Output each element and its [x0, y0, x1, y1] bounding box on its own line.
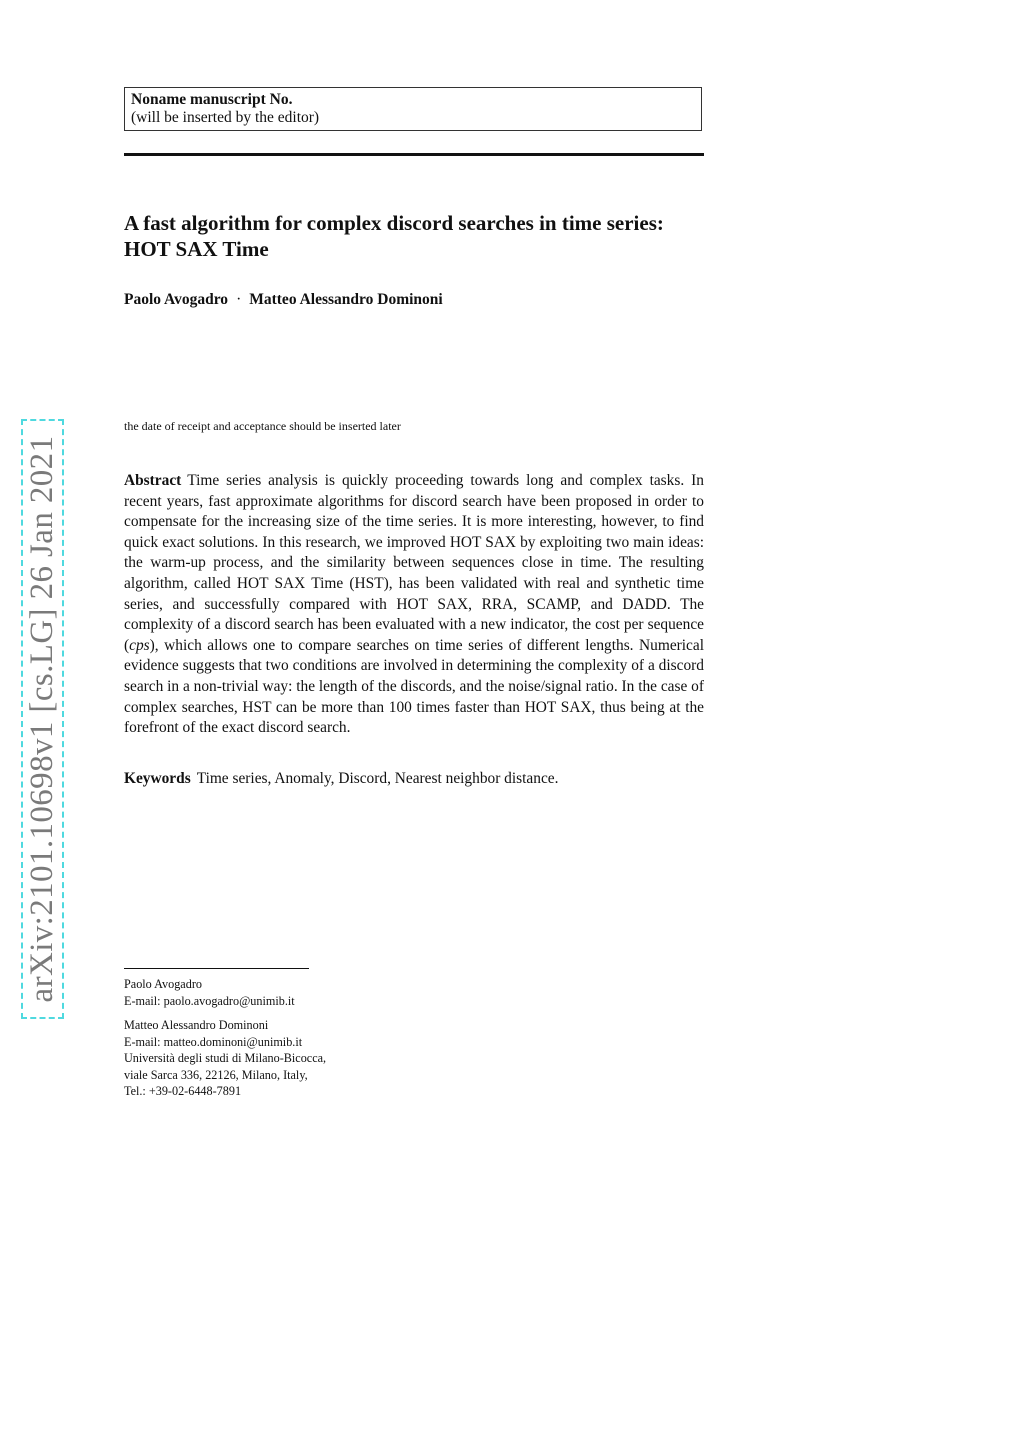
affiliation-name: Matteo Alessandro Dominoni — [124, 1018, 269, 1032]
author-name: Matteo Alessandro Dominoni — [249, 291, 443, 308]
keywords-paragraph — [124, 769, 704, 789]
affiliation-email: E-mail: paolo.avogadro@unimib.it — [124, 993, 295, 1008]
affiliation-address: viale Sarca 336, 22126, Milano, Italy, — [124, 1067, 308, 1082]
paper-title — [124, 210, 724, 262]
affiliation-block — [124, 976, 295, 1009]
affiliation-phone: Tel.: +39-02-6448-7891 — [124, 1084, 242, 1098]
affiliation-block — [124, 1017, 326, 1100]
arxiv-identifier-stamp: arXiv:2101.10698v1 [cs.LG] 26 Jan 2021 — [24, 435, 60, 1003]
paper-title-line-2: HOT SAX Time — [124, 237, 269, 261]
abstract-paragraph — [124, 471, 704, 739]
affiliation-email: E-mail: matteo.dominoni@unimib.it — [124, 1034, 303, 1049]
receipt-note: the date of receipt and acceptance should be inserted later — [124, 419, 401, 433]
manuscript-header-box — [124, 87, 702, 131]
manuscript-number-label: Noname manuscript No. — [131, 91, 293, 108]
keywords-label: Keywords — [124, 770, 191, 787]
keywords-text: Time series, Anomaly, Discord, Nearest neighbor distance. — [196, 770, 559, 787]
abstract-text: Time series analysis is quickly proceeding towards long and complex tasks. In recent years, fast approximate algorithms for discord search have been proposed in order to compensate for the increasing size of the time series. It is more interesting, however, to find quick exact solutions. In this research, we improved HOT SAX by exploiting two main ideas: the warm-up process, and the similarity between sequences close in time. The resulting algorithm, called HOT SAX Time (HST), has been validated with real and synthetic time series, and successfully compared with HOT SAX, RRA, SCAMP, and DADD. The complexity of a discord search has been evaluated with a new indicator, the cost per sequence ( — [124, 472, 704, 654]
footnote-rule — [124, 968, 309, 969]
paper-title-line-1: A fast algorithm for complex discord searches in time series: — [124, 211, 664, 235]
affiliation-name: Paolo Avogadro — [124, 977, 202, 991]
affiliation-institution: Università degli studi di Milano-Bicocca, — [124, 1051, 327, 1065]
abstract-italic-term: cps — [129, 636, 150, 654]
author-separator: · — [236, 291, 242, 308]
header-rule — [124, 153, 704, 156]
author-name: Paolo Avogadro — [124, 291, 229, 308]
abstract-label: Abstract — [124, 472, 182, 489]
editor-note: (will be inserted by the editor) — [131, 109, 320, 126]
abstract-text-continued: ), which allows one to compare searches on time series of different lengths. Numerical evidence suggests that two conditions are involved in determining the complexity of a discord search in a non-trivial way: the length of the discords, and the noise/signal ratio. In the case of complex searches, HST can be more than 100 times faster than HOT SAX, thus being at the forefront of the exact discord search. — [124, 636, 704, 737]
author-list — [124, 290, 443, 310]
